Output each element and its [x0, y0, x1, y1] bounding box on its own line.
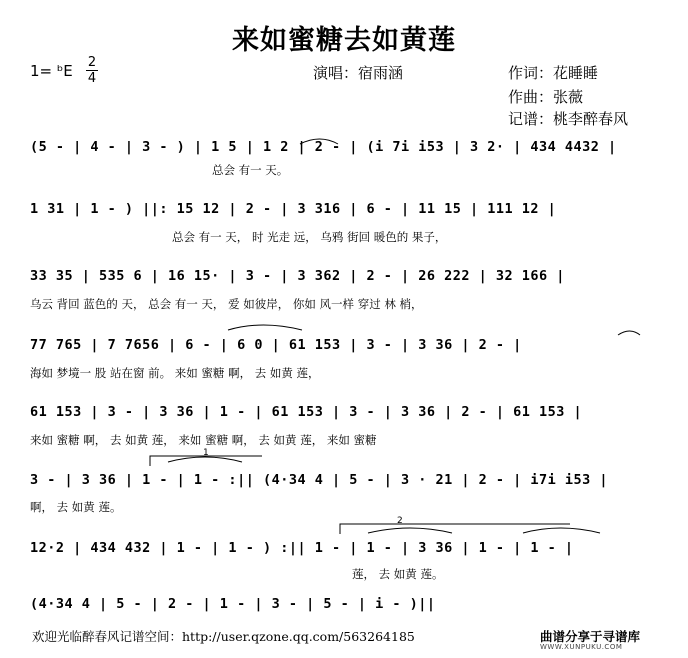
- volta-2-bracket: [340, 524, 570, 534]
- system-4-notes: 77 765 | 7 7656 | 6 - | 6 0 | 61 153 | 3 - | 3 36 | 2 - |: [30, 337, 522, 353]
- system-3-notes: 33 35 | 535 6 | 16 15· | 3 - | 3 362 | 2 - | 26 222 | 32 166 |: [30, 268, 565, 284]
- system-7-lyrics: 莲， 去 如黄 莲。: [352, 567, 444, 581]
- page-title: 来如蜜糖去如黄莲: [232, 25, 456, 56]
- system-1-lyrics: 总会 有一 天。: [212, 163, 289, 177]
- volta-2-label: 2: [397, 516, 403, 526]
- system-8-notes: (4·34 4 | 5 - | 2 - | 1 - | 3 - | 5 - | i - )||: [30, 596, 436, 612]
- system-5-notes: 61 153 | 3 - | 3 36 | 1 - | 61 153 | 3 - | 3 36 | 2 - | 61 153 |: [30, 404, 583, 420]
- system-6-lyrics: 啊， 去 如黄 莲。: [30, 500, 122, 514]
- footer-site-name: 曲谱分享于寻谱库: [540, 629, 641, 644]
- lyricist-credit: 作词：花睡睡: [508, 64, 599, 82]
- footer-link-text: 欢迎光临醉春风记谱空间：http://user.qzone.qq.com/563264185: [32, 629, 415, 644]
- singer-credit: 演唱：宿雨涵: [313, 64, 404, 82]
- slur: [618, 331, 640, 335]
- system-2-lyrics: 总会 有一 天， 时 光走 远， 乌鸦 街回 暖色的 果子，: [172, 230, 447, 244]
- slur: [228, 325, 302, 330]
- system-2-notes: 1 31 | 1 - ) ||: 15 12 | 2 - | 3 316 | 6 - | 11 15 | 111 12 |: [30, 201, 557, 217]
- system-1-notes: (5 - | 4 - | 3 - ) | 1 5 | 1 2 | 2 - | (i 7i i53 | 3 2· | 434 4432 |: [30, 139, 617, 155]
- transcriber-credit: 记谱：桃李醉春风: [508, 110, 629, 128]
- footer-site-url: WWW.XUNPUKU.COM: [540, 643, 623, 651]
- volta-1-label: 1: [203, 448, 209, 458]
- composer-credit: 作曲：张薇: [508, 88, 584, 106]
- slur: [368, 528, 452, 533]
- system-4-lyrics: 海如 梦境一 股 站在窗 前。 来如 蜜糖 啊， 去 如黄 莲，: [30, 366, 320, 380]
- time-signature-top: 2: [87, 55, 97, 70]
- system-3-lyrics: 乌云 背回 蓝色的 天， 总会 有一 天， 爱 如彼岸， 你如 风一样 穿过 林 梢，: [30, 297, 423, 311]
- slur: [523, 528, 600, 533]
- time-signature-bottom: 4: [87, 71, 97, 86]
- system-6-notes: 3 - | 3 36 | 1 - | 1 - :|| (4·34 4 | 5 - | 3 · 21 | 2 - | i7i i53 |: [30, 472, 609, 488]
- slur: [300, 139, 338, 144]
- key-signature: 1= ᵇE: [30, 62, 73, 80]
- system-5-lyrics: 来如 蜜糖 啊， 去 如黄 莲， 来如 蜜糖 啊， 去 如黄 莲， 来如 蜜糖: [30, 433, 377, 447]
- system-7-notes: 12·2 | 434 432 | 1 - | 1 - ) :|| 1 - | 1 - | 3 36 | 1 - | 1 - |: [30, 540, 574, 556]
